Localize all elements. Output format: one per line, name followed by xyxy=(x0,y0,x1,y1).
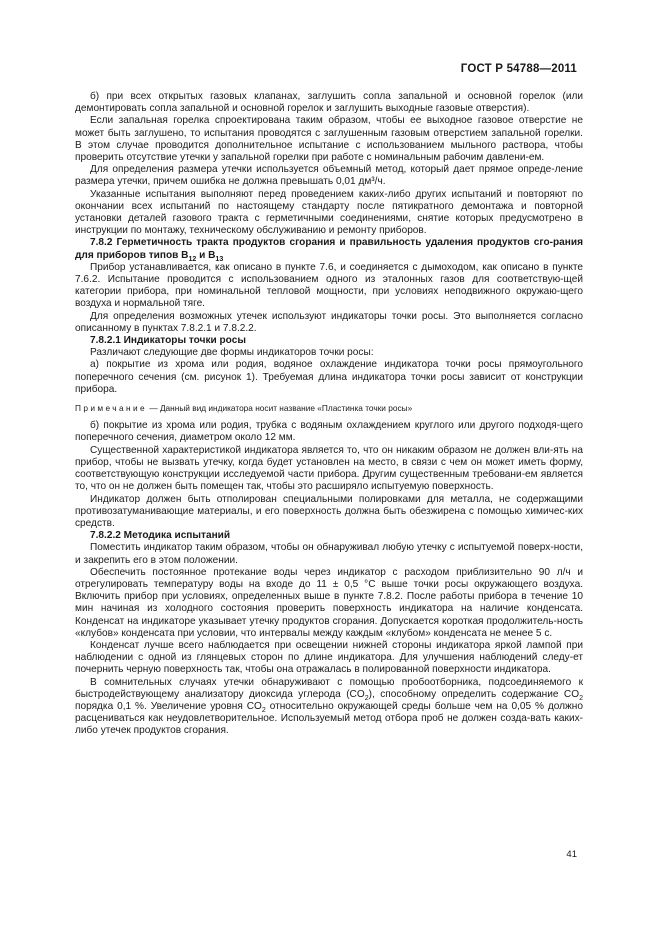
paragraph: Обеспечить постоянное протекание воды через индикатор с расходом приблизительно 90 л/ч и отрегулировать температуру воды на входе до 11 ± 0,5 °С выше точки росы окружающего воздуха. Включить прибор при условиях, определенных выше в пункте 7.8.2. После работы прибора в течение 10 мин начиная из холодного состояния проверить поверхность индикатора на наличие конденсата. Конденсат на индикаторе указывает утечку продуктов сгорания. Допускается короткая продолжитель-ность «клубов» конденсата при условии, что интервалы между каждым «клубом» конденсата не менее 5 с. xyxy=(75,566,583,639)
paragraph xyxy=(75,677,583,738)
paragraph: Конденсат лучше всего наблюдается при освещении нижней стороны индикатора яркой лампой при наблюдении с одной из глянцевых сторон по длине индикатора. Для улучшения наблюдений следу-ет почернить черную поверхность так, чтобы она отражалась в полированной поверхности индикатора. xyxy=(75,639,583,676)
heading-text: 7.8.2 Герметичность тракта продуктов сгорания и правильность удаления продуктов сго-рания для приборов типов B xyxy=(75,237,583,261)
subscript: 12 xyxy=(188,255,197,263)
subscript: 2 xyxy=(261,706,266,714)
list-item-b: б) покрытие из хрома или родия, трубка с водяным охлаждением круглого или другого подходя-щего поперечного сечения, диаметром около 12 мм. xyxy=(75,420,583,444)
paragraph: б) при всех открытых газовых клапанах, заглушить сопла запальной и основной горелок (или демонтировать сопла запальной и основной горелок и заглушить выходные газовые отверстия). xyxy=(75,91,583,115)
section-heading-7-8-2 xyxy=(75,237,583,261)
paragraph: Различают следующие две формы индикаторов точки росы: xyxy=(90,347,374,359)
document-header-id: ГОСТ Р 54788—2011 xyxy=(460,63,577,75)
text-run: порядка 0,1 %. Увеличение уровня CO xyxy=(75,700,262,712)
section-heading-7-8-2-1: 7.8.2.1 Индикаторы точки росы xyxy=(90,335,246,347)
paragraph: Прибор устанавливается, как описано в пункте 7.6, и соединяется с дымоходом, как описано в пункте 7.6.2. Испытание проводится с использованием одного из эталонных газов для соответствую-щей категории прибора, при номинальной тепловой мощности, при условиях неподвижного окружаю-щего воздуха и нормальной тяге. xyxy=(75,261,583,310)
paragraph: Указанные испытания выполняют перед проведением каких-либо других испытаний и повторяют по окончании всех испытаний по настоящему стандарту после пятикратного демонтажа и повторной установки деталей газового тракта с герметичными соединениями, снятие которых предусмотрено в инструкции по монтажу, техническому обслуживанию и ремонту приборов. xyxy=(75,188,583,237)
paragraph: Для определения размера утечки используется объемный метод, который дает прямое опреде-ление размера утечки, причем ошибка не должна превышать 0,01 дм³/ч. xyxy=(75,164,583,188)
list-item-a: а) покрытие из хрома или родия, водяное охлаждение индикатора точки росы прямоугольного поперечного сечения (см. рисунок 1). Требуемая длина индикатора точки росы зависит от конструкции прибора. xyxy=(75,359,583,395)
subscript: 2 xyxy=(579,694,583,702)
document-body xyxy=(75,91,583,738)
text-run: В сомнительных случаях утечки обнаруживают с помощью пробоотборника, подсоединяемого к быстродействующему анализатору диоксида углерода (CO xyxy=(75,676,583,700)
note-text: — Данный вид индикатора носит название «Пластинка точки росы» xyxy=(147,403,413,414)
paragraph: Для определения возможных утечек используют индикаторы точки росы. Это выполняется согласно описанному в пунктах 7.8.2.1 и 7.8.2.2. xyxy=(75,310,583,334)
text-run: ), способному определить содержание CO xyxy=(368,688,580,700)
section-heading-7-8-2-2: 7.8.2.2 Методика испытаний xyxy=(90,530,231,542)
note-label: Примечание xyxy=(75,403,148,414)
heading-text: и B xyxy=(196,249,216,261)
paragraph: Индикатор должен быть отполирован специальными полировками для металла, не содержащими противозатуманивающие материалы, и его поверхность должна быть обезжирена с помощью химичес-ких средств. xyxy=(75,493,583,529)
note xyxy=(75,402,583,414)
paragraph: Существенной характеристикой индикатора является то, что он никаким образом не должен вли-ять на прибор, чтобы не вызвать утечку, когда будет установлен на место, в связи с чем он может иметь форму, соответствующую конструкции исследуемой части прибора. Другим существенным требовани-ем является то, что он не должен быть помещен так, чтобы это расширяло испытуемую поверхность. xyxy=(75,444,583,493)
subscript: 2 xyxy=(364,694,369,702)
paragraph: Поместить индикатор таким образом, чтобы он обнаруживал любую утечку с испытуемой поверх-ности, и закрепить его в этом положении. xyxy=(75,542,583,566)
subscript: 13 xyxy=(215,255,224,263)
paragraph: Если запальная горелка спроектирована таким образом, чтобы ее выходное газовое отверстие не может быть заглушено, то испытания проводятся с заглушенным газовым отверстием запальной горелки. В этом случае проводится дополнительное испытание с использованием мыльного раствора, чтобы проверить отсутствие утечки у запальной горелки при работе с номинальным рабочим давлени-ем. xyxy=(75,115,583,164)
text-run: относительно окружающей среды больше чем на 0,05 % должно расцениваться как неудовлетворительное. Используемый метод отбора проб не должен созда-вать каких-либо утечек продуктов сгорания. xyxy=(75,700,583,737)
page-number: 41 xyxy=(566,849,577,860)
